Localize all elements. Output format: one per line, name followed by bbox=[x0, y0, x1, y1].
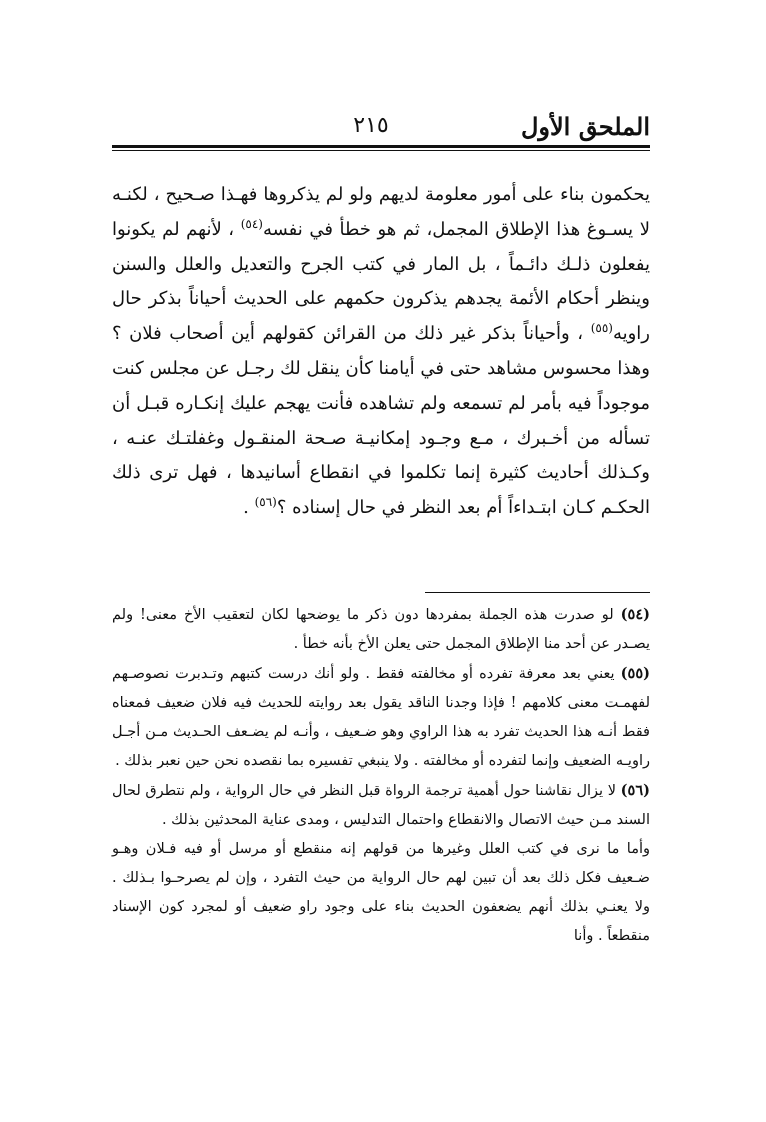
main-text-part-1: يحكمون بناء على أمور معلومة لديهم ولو لم يذكروها فهـذا صـحيح ، لكنـه لا يسـوغ هذا الإطلاق المجمل، ثم هو خطأ في نفسه bbox=[112, 184, 650, 240]
footnote-54-number: (٥٤) bbox=[620, 606, 650, 623]
main-text-part-2: ، لأنهم لم يكونوا يفعلون ذلـك دائـماً ، بل المار في كتب الجرح والتعديل والعلل والسنن وينظر أحكام الأئمة يجدهم يذكرون حكمهم على الحديث أحياناً بذكر حال راويه bbox=[112, 218, 650, 345]
footnote-ref-56[interactable]: (٥٦) bbox=[254, 495, 277, 510]
footnote-54 bbox=[112, 600, 650, 659]
footnote-55 bbox=[112, 659, 650, 776]
main-paragraph bbox=[112, 178, 650, 526]
footnote-separator bbox=[425, 592, 650, 593]
main-text-part-3: ، وأحياناً بذكر غير ذلك من القرائن كقولهم أين أصحاب فلان ؟ وهذا محسوس مشاهد حتى في أيامنا كأن ينقل لك رجـل عن مجلس كنت موجوداً فيه بأمر لم تسمعه ولم تشاهده فأنت يهجم عليك إنكـاره قبـل أن تسأله من أخـبرك ، مـع وجـود إمكانيـة صـحة المنقـول وغفلتـك عنـه ، وكـذلك أحاديث كثيرة إنما تكلموا في انقطاع أسانيدها ، فهل ترى ذلك الحكـم كـان ابتـداءاً أم بعد النظر في حال إسناده ؟ bbox=[112, 323, 650, 519]
footnote-56-number: (٥٦) bbox=[620, 782, 650, 799]
header-rule-thin bbox=[112, 150, 650, 151]
footnote-56 bbox=[112, 776, 650, 835]
footnote-56-text: لا يزال نقاشنا حول أهمية ترجمة الرواة قبل النظر في حال الرواية ، ولم نتطرق لحال السند مـن حيث الاتصال والانقطاع واحتمال التدليس ، ومدى عناية المحدثين بذلك . bbox=[112, 783, 650, 828]
footnote-ref-55[interactable]: (٥٥) bbox=[590, 321, 613, 336]
page-number: ٢١٥ bbox=[353, 113, 389, 138]
main-text-part-4: . bbox=[243, 497, 255, 519]
footnote-54-text: لو صدرت هذه الجملة بمفردها دون ذكر ما يوضحها لكان لتعقيب الأخ معنى! ولم يصـدر عن أحد منا الإطلاق المجمل حتى يعلن الأخ بأنه خطأ . bbox=[112, 607, 650, 652]
main-text bbox=[112, 178, 650, 526]
footnote-ref-54[interactable]: (٥٤) bbox=[240, 216, 263, 231]
header-rule-thick bbox=[112, 145, 650, 148]
footnote-56-continuation: وأما ما نرى في كتب العلل وغيرها من قولهم إنه منقطع أو مرسل أو فيه فـلان وهـو ضـعيف فكل ذلك بعد أن تبين لهم حال الرواية من حيث التفرد ، وإن لم يصرحـوا بـذلك . ولا يعنـي بذلك أنهم يضعفون الحديث بناء على وجود راو ضعيف أو لمجرد كون الإسناد منقطعاً . وأنا bbox=[112, 841, 650, 944]
footnotes bbox=[112, 600, 650, 951]
page-header bbox=[112, 108, 650, 144]
footnote-55-number: (٥٥) bbox=[620, 665, 650, 682]
footnote-55-text: يعني بعد معرفة تفرده أو مخالفته فقط . ولو أنك درست كتبهم وتـدبرت نصوصـهم لفهمـت معنى كلامهم ! فإذا وجدنا الناقد يقول بعد روايته للحديث فيه فلان ضعيف فمعناه فقط أنـه هذا الحديث تفرد به هذا الراوي وهو ضـعيف ، وأنـه لم يضـعف الحـديث مـن أجـل راويـه الضعيف وإنما لتفرده أو مخالفته . ولا ينبغي تفسيره بما نقصده نحن حين نعبر بذلك . bbox=[112, 666, 650, 769]
chapter-title: الملحق الأول bbox=[520, 112, 650, 141]
